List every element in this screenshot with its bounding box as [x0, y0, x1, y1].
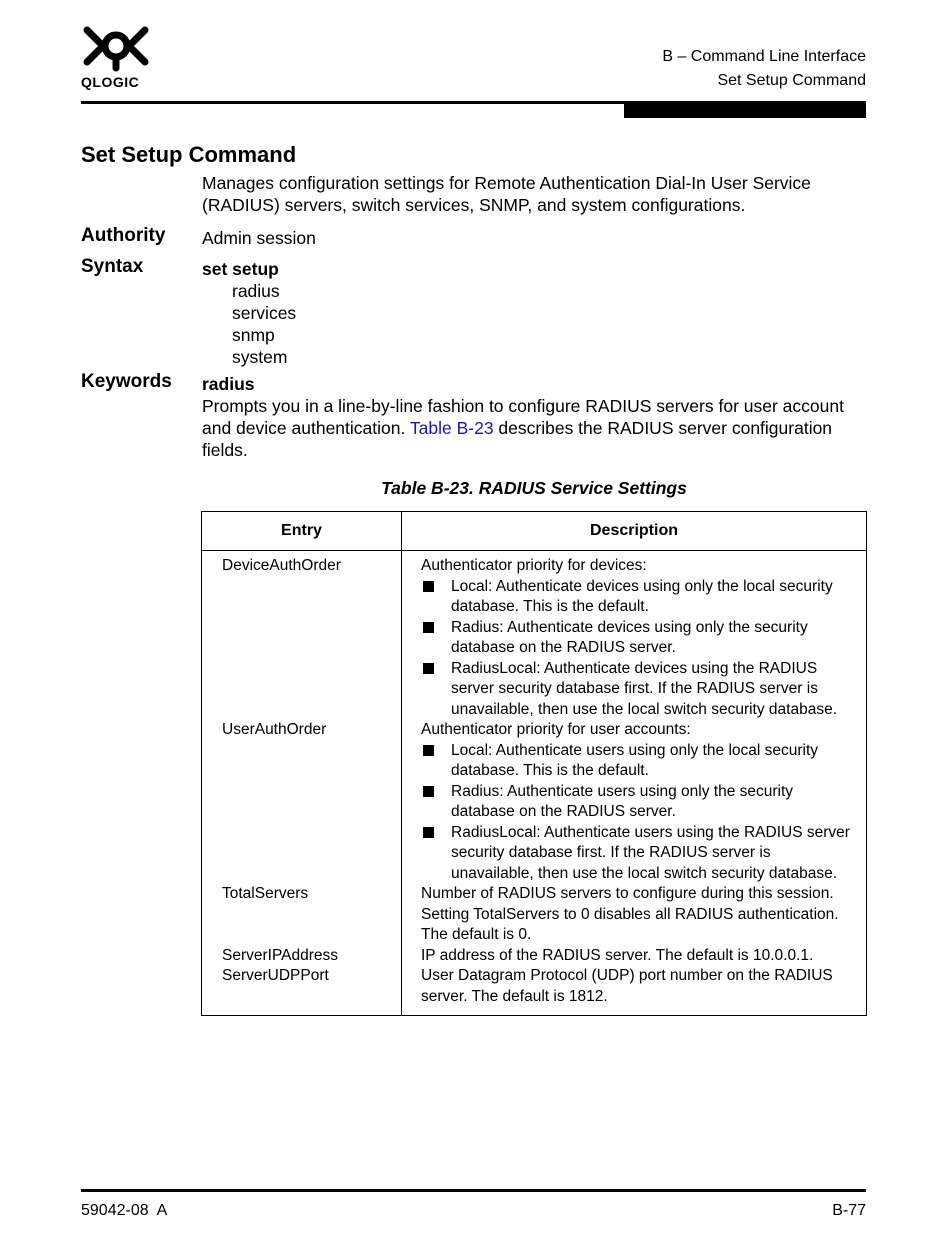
radius-settings-table — [201, 511, 867, 1016]
keywords-block — [202, 373, 866, 461]
bullet-text: Local: Authenticate devices using only the local security database. This is the default. — [451, 577, 833, 615]
running-header — [662, 45, 866, 93]
keywords-label: Keywords — [81, 371, 172, 392]
description-text: Authenticator priority for user accounts: — [421, 721, 691, 738]
bullet-text: Radius: Authenticate devices using only the security database on the RADIUS server. — [451, 618, 808, 656]
table-row — [202, 946, 867, 967]
bullet-item — [421, 741, 854, 782]
syntax-option: system — [232, 347, 288, 367]
table-link[interactable]: Table B-23 — [409, 418, 494, 438]
entry-cell: DeviceAuthOrder — [202, 551, 402, 721]
column-header-entry: Entry — [202, 512, 402, 551]
keyword-description — [202, 395, 866, 461]
authority-label: Authority — [81, 225, 166, 246]
qlogic-logo-icon — [81, 24, 151, 72]
doc-number: 59042-08 A — [81, 1202, 168, 1219]
bullet-square-icon — [423, 745, 434, 756]
authority-value: Admin session — [202, 228, 316, 248]
bullet-item — [421, 823, 854, 885]
description-cell: Number of RADIUS servers to configure during this session. Setting TotalServers to 0 disables all RADIUS authentication. The default is 0. — [402, 884, 867, 946]
page-title: Set Setup Command — [81, 142, 297, 167]
description-text: Authenticator priority for devices: — [421, 557, 647, 574]
logo-text: QLOGIC — [81, 74, 140, 90]
syntax-option: radius — [232, 281, 280, 301]
bullet-square-icon — [423, 827, 434, 838]
keyword-name: radius — [202, 374, 255, 394]
entry-cell: ServerIPAddress — [202, 946, 402, 967]
syntax-label: Syntax — [81, 256, 144, 277]
keyword-desc-text: Prompts you in a line-by-line fashion to configure RADIUS servers for user account and device authentication. — [202, 396, 844, 438]
bullet-item — [421, 659, 854, 721]
entry-cell: UserAuthOrder — [202, 720, 402, 884]
page-number: B-77 — [832, 1202, 866, 1219]
column-header-description: Description — [402, 512, 867, 551]
description-cell: User Datagram Protocol (UDP) port number on the RADIUS server. The default is 1812. — [402, 966, 867, 1016]
bullet-item — [421, 782, 854, 823]
keyword-desc-text: describes the RADIUS server configuration fields. — [202, 418, 833, 460]
bullet-text: RadiusLocal: Authenticate users using the RADIUS server security database first. If the RADIUS server is unavailable, then use the local switch security database. — [451, 823, 850, 882]
header-section: B – Command Line Interface — [662, 48, 866, 65]
syntax-option: services — [232, 303, 297, 323]
bullet-square-icon — [423, 581, 434, 592]
table-header-row — [202, 512, 867, 551]
entry-cell: ServerUDPPort — [202, 966, 402, 1016]
entry-cell: TotalServers — [202, 884, 402, 946]
header-subsection: Set Setup Command — [717, 72, 866, 89]
description-cell — [402, 720, 867, 884]
bullet-item — [421, 618, 854, 659]
header-bar — [624, 103, 866, 118]
syntax-option: snmp — [232, 325, 275, 345]
syntax-command: set setup — [202, 259, 279, 279]
intro-paragraph: Manages configuration settings for Remote Authentication Dial-In User Service (RADIUS) servers, switch services, SNMP, and system configurations. — [202, 173, 811, 215]
table-row — [202, 720, 867, 884]
table-caption: Table B-23. RADIUS Service Settings — [381, 478, 687, 498]
description-cell: IP address of the RADIUS server. The default is 10.0.0.1. — [402, 946, 867, 967]
table-row — [202, 551, 867, 721]
bullet-text: Radius: Authenticate users using only the security database on the RADIUS server. — [451, 782, 794, 820]
table-row — [202, 884, 867, 946]
bullet-square-icon — [423, 622, 434, 633]
description-cell — [402, 551, 867, 721]
syntax-block — [202, 258, 296, 368]
bullet-item — [421, 577, 854, 618]
bullet-square-icon — [423, 663, 434, 674]
bullet-text: RadiusLocal: Authenticate devices using the RADIUS server security database first. If the RADIUS server is unavailable, then use the local switch security database. — [451, 659, 838, 718]
bullet-square-icon — [423, 786, 434, 797]
bullet-text: Local: Authenticate users using only the local security database. This is the default. — [451, 741, 819, 779]
qlogic-logo — [81, 24, 151, 94]
footer-rule — [81, 1189, 866, 1192]
table-row — [202, 966, 867, 1016]
